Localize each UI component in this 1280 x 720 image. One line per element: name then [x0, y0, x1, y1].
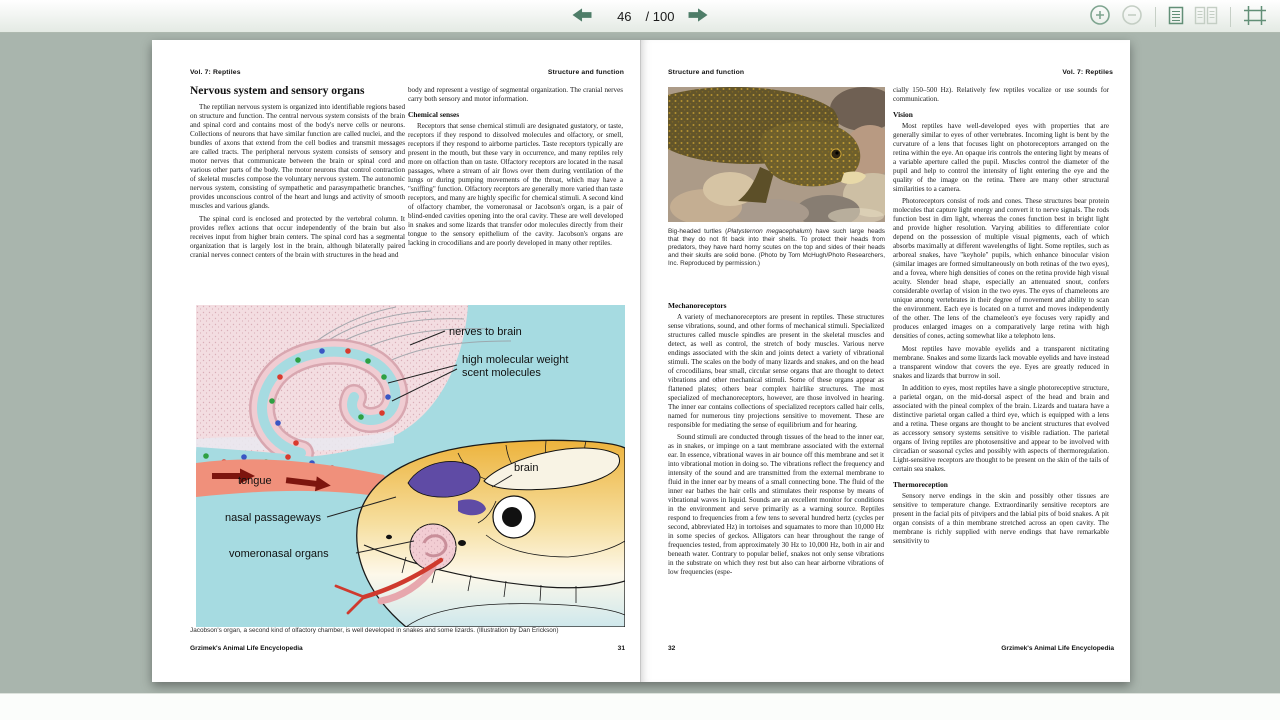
- page-footer: [668, 645, 1114, 652]
- section-title: Nervous system and sensory organs: [190, 85, 365, 97]
- single-page-view-icon: [1168, 6, 1184, 28]
- photo-caption: [668, 228, 885, 268]
- page-total-label: / 100: [645, 9, 675, 24]
- page-footer: [190, 645, 625, 652]
- page-number-input[interactable]: [606, 8, 634, 25]
- paragraph: In addition to eyes, most reptiles have a single photoreceptive structure, a parietal organ, on the mid-dorsal aspect of the head and brain and associated with the pineal complex of the brain. Lizards and tuatara have a distinctive parietal organ called a third eye, which is equipped with a lens and a retina. These organs are thought to be ancient structures that evolved as accessory sensory systems sensitive to visible radiation. The parietal organs of living reptiles are photosensitive and appear to be involved with circadian or seasonal cycles and possibly with aspects of thermoregulation. Light-sensitive receptors are thought to be present on the skin of the tails of certain sea snakes.: [893, 384, 1109, 473]
- paragraph: The spinal cord is enclosed and protected by the vertebral column. It provides reflex actions that occur independently of the brain but also receives input from higher brain centers. The spinal cord has a segmental organization that is largely lost in the brain, although bilaterally paired cranial nerves connect centers of the brain with structures in the head and: [190, 214, 405, 259]
- heading-mechanoreceptors: Mechanoreceptors: [668, 301, 727, 310]
- paragraph: Most reptiles have movable eyelids and a transparent nictitating membrane. Snakes and some lizards lack movable eyelids and have instead a transparent window that covers the eye. Eyes are greatly reduced in snakes and lizards that burrow in soil.: [893, 344, 1109, 380]
- toolbar-separator: [1230, 7, 1231, 27]
- paragraph: A variety of mechanoreceptors are present in reptiles. These structures sense vibrations, sound, and other forms of mechanical stimuli. Specialized structures called muscle spindles are present in the skeletal muscles and detect, as well as control, the stretch of body muscles. Various nerve endings associated with the skin and joints detect a variety of vibrational stimuli. The scales on the body of many lizards and snakes, and on the head of crocodilians, bear small, circular sense organs that are thought to detect vibrations and other mechanical stimuli. Some of these organs appear as flattened plates; others bear complex hairlike structures. The most specialized of mechanoreceptors, however, are those involved in hearing. The inner ear contains collections of specialized receptors called hair cells, named for numerous tiny projections sensitive to movement. These are responsible for mediating the sense of equilibrium and for hearing.: [668, 312, 884, 429]
- fit-page-button[interactable]: [1242, 4, 1268, 30]
- page-header-left: Vol. 7: Reptiles: [190, 69, 241, 76]
- next-page-icon: [688, 8, 707, 25]
- zoom-in-button[interactable]: [1088, 3, 1112, 30]
- toolbar-separator: [1155, 7, 1156, 27]
- turtle-photo: [668, 87, 885, 227]
- diagram-label-tongue: tongue: [238, 475, 272, 487]
- paragraph: Photoreceptors consist of rods and cones. These structures bear protein molecules that capture light energy and convert it to nerve signals. The rods function best in dim light, whereas the cones function best in bright light and provide higher resolution. Varying abilities to differentiate color depend on the possession of multiple visual pigments, each of which absorbs maximally at different wavelengths of light. Some reptiles, such as arboreal snakes, have "keyhole" pupils, which enhance binocular vision (similar images are formed simultaneously on both retinas of the two eyes), and a fovea, where high densities of cones on the retina provide high visual acuity. Slender head shape, especially an attenuated snout, confers considerable overlap of vision in the two eyes. The eyes of chameleons are unique among vertebrates in their degree of movement and ability to scan the environment. Each eye is located on a turret and moves independently of the other. The lens of the chameleon's eye focuses very rapidly and produces enlarged images on a comparatively large retina with high densities of cones, acting somewhat like a telephoto lens.: [893, 197, 1109, 340]
- page-header-right: Structure and function: [547, 69, 624, 76]
- species-name: Platysternon megacephalum: [727, 228, 810, 235]
- text-column-1: [190, 103, 405, 337]
- paragraph: cially 150–500 Hz). Relatively few reptiles vocalize or use sounds for communication.: [893, 86, 1109, 103]
- diagram-label-scent-molecules-line2: scent molecules: [462, 367, 541, 379]
- toolbar: [0, 0, 1280, 33]
- text-column-1: [668, 295, 884, 642]
- zoom-out-button[interactable]: [1120, 3, 1144, 30]
- paragraph: Sensory nerve endings in the skin and possibly other tissues are sensitive to temperature change. Extraordinarily sensitive receptors are present in the facial pits of pitvipers and the labial pits of boid snakes. A pit organ consists of a thin membrane stretched across an open cavity. The membrane is richly supplied with nerve endings that have remarkable sensitivity to: [893, 491, 1109, 545]
- footer-page-number: 31: [617, 645, 625, 652]
- footer-book-title: Grzimek's Animal Life Encyclopedia: [190, 645, 303, 652]
- footer-page-number: 32: [668, 645, 676, 652]
- diagram-label-scent-molecules-line1: high molecular weight: [462, 354, 569, 366]
- bottom-bar: [0, 693, 1280, 720]
- heading-chemical-senses: Chemical senses: [408, 110, 460, 119]
- facing-pages-view-icon: [1194, 6, 1218, 28]
- right-page: [640, 40, 1130, 682]
- viewer-canvas: [0, 34, 1280, 693]
- diagram-caption: Jacobson's organ, a second kind of olfactory chamber, is well developed in snakes and some lizards. (Illustration by Dan Erickson): [190, 627, 559, 634]
- zoom-in-icon: [1089, 4, 1111, 29]
- paragraph: Receptors that sense chemical stimuli are designated gustatory, or taste, receptors if they respond to dissolved molecules and olfactory, or smell, receptors if they respond to airborne particles. Taste receptors typically are present in the mouth, but these vary in occurrence, and many reptiles rely more on olfaction than on taste. Olfactory receptors are located in the nasal passages, where a stream of air flows over them during ventilation of the lungs or during pumping movements of the throat, which may have a "sniffing" function. Olfactory receptors are generally more varied than taste receptors, and many are highly specific for chemical stimuli. A second kind of olfactory chamber, the vomeronasal or Jacobson's organ, is a pair of blind-ended cavities opening into the oral cavity. These are well developed in snakes and some lizards that transfer odor molecules directly from their tongue to the sensory epithelium of the cavity. Jacobson's organs are lacking in crocodilians and are poorly developed in many other reptiles.: [408, 121, 623, 247]
- diagram-label-nasal-passageways: nasal passageways: [225, 512, 322, 524]
- left-page: [152, 40, 640, 682]
- page-header-left: Structure and function: [668, 69, 745, 76]
- photo-caption-text: ) have such large heads that they do not fit back into their shells. To protect their heads from predators, they have hard horny scutes on the top and sides of their heads and their skulls are solid bone. (Photo by Tom McHugh/Photo Researchers, Inc. Reproduced by permission.): [668, 228, 885, 268]
- zoom-out-icon: [1121, 4, 1143, 29]
- fit-page-icon: [1243, 5, 1267, 29]
- diagram-label-vomeronasal-organs: vomeronasal organs: [229, 548, 329, 560]
- single-page-view-button[interactable]: [1167, 5, 1185, 29]
- book-spread: [152, 40, 1130, 682]
- paragraph: The reptilian nervous system is organized into identifiable regions based on structure and function. The central nervous system consists of the brain and spinal cord and contains most of the body's nerve cells or neurons. Collections of neurons that have similar function are called nuclei, and the bundles of axons that extend from the cell bodies and transmit messages are called tracts. The peripheral nervous system consists of sensory and motor nerves that communicate between the brain or spinal cord and various other parts of the body. The motor neurons that control contraction of skeletal muscles compose the voluntary nervous system. The autonomic nervous system, consisting of sympathetic and parasympathetic branches, provides unconscious control of the heart and lungs and activity of smooth muscles and various glands.: [190, 103, 405, 210]
- heading-vision: Vision: [893, 110, 913, 119]
- text-column-2: [408, 86, 623, 337]
- next-page-button[interactable]: [686, 6, 709, 27]
- photo-caption-text: Big-headed turtles (: [668, 228, 728, 235]
- paragraph: body and represent a vestige of segmental organization. The cranial nerves carry both sensory and motor information.: [408, 86, 623, 103]
- prev-page-icon: [573, 8, 592, 25]
- prev-page-button[interactable]: [571, 6, 594, 27]
- page-header-right: Vol. 7: Reptiles: [1062, 69, 1113, 76]
- heading-thermoreception: Thermoreception: [893, 480, 948, 489]
- footer-book-title: Grzimek's Animal Life Encyclopedia: [1001, 645, 1114, 652]
- facing-pages-view-button[interactable]: [1193, 5, 1219, 29]
- page-navigation: [571, 0, 710, 33]
- anatomy-diagram: [196, 305, 625, 632]
- paragraph: Sound stimuli are conducted through tissues of the head to the inner ear, as in snakes, or impinge on a taut membrane associated with the external ear. In essence, vibrational waves in air bounce off this membrane and set it into vibrational motion in doing so. The vibrations reflect the frequency and intensity of the sound and are transmitted from the external membrane to fluid in the inner ear by means of a small connecting bone. The fluid of the inner ear bathes the hair cells and stimulates their response by means of vibrational waves in liquid. Sounds are an excellent monitor for conditions in the environment and serve primarily as a warning source. Reptiles respond to frequencies from a few tens to several hundred hertz (cycles per second, abbreviated Hz) in tortoises and squamates to more than 10,000 Hz in some species of geckos. Alligators can hear throughout the range of frequencies tested, from approximately 30 Hz to 10,000 Hz, both in air and beneath water. Contrary to popular belief, snakes not only sense vibrations in the substrate on which they rest but also can hear airborne vibrations of low frequencies (espe-: [668, 433, 884, 576]
- text-column-2: [893, 86, 1109, 636]
- diagram-label-brain: brain: [514, 462, 539, 474]
- diagram-label-nerves-to-brain: nerves to brain: [449, 326, 522, 338]
- paragraph: Most reptiles have well-developed eyes with properties that are generally similar to eyes of other vertebrates. Incoming light is bent by the curvature of a lens that focuses light on photoreceptors arranged on the retina within the eye. An opaque iris controls the entering light by means of a variable aperture called the pupil. Muscles control the diameter of the pupil and help to control the intensity of light entering the eye and the quality of the image on the retina. There are many other structural similarities to a camera.: [893, 121, 1109, 193]
- view-controls: [1088, 0, 1268, 33]
